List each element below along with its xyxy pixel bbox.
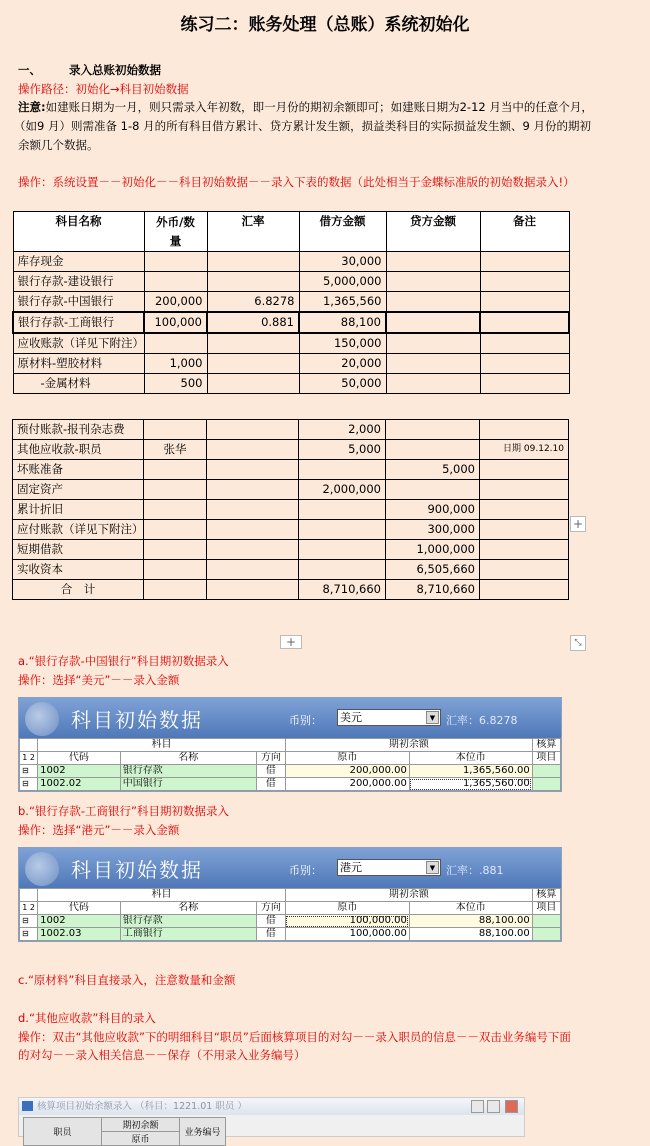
initial-data-grid bbox=[19, 738, 561, 791]
currency-label: 币别： bbox=[289, 864, 322, 877]
cell-foreign-qty bbox=[144, 420, 207, 440]
step-b-title: b.“银行存款-工商银行”科目期初数据录入 bbox=[18, 804, 230, 818]
cell-rate: 0.881 bbox=[207, 312, 299, 333]
dialog-titlebar bbox=[19, 1098, 524, 1115]
col-balance: 期初余额 bbox=[102, 1118, 180, 1132]
cell-remark bbox=[480, 292, 569, 313]
cell-subject: 预付账款-报刊杂志费 bbox=[13, 420, 144, 440]
section-number: 一、 bbox=[18, 63, 41, 77]
col-orig: 原币 bbox=[102, 1132, 180, 1146]
cell-credit: 300,000 bbox=[386, 520, 480, 540]
header-item: 项目 bbox=[532, 902, 560, 915]
cell-remark bbox=[480, 420, 569, 440]
step-d-operation-1: 操作：双击“其他应收款”下的明细科目“职员”后面核算项目的对勾－－录入职员的信息－－双击业务编号下面 bbox=[18, 1030, 571, 1044]
cell-foreign-qty bbox=[144, 500, 207, 520]
screenshot-hkd bbox=[18, 847, 562, 942]
cell-rate bbox=[207, 520, 299, 540]
cell-credit: 8,710,660 bbox=[386, 580, 480, 600]
cell-item[interactable] bbox=[532, 765, 560, 778]
cell-remark bbox=[480, 354, 569, 374]
cell-remark bbox=[480, 560, 569, 580]
cell-remark bbox=[480, 460, 569, 480]
currency-label: 币别： bbox=[289, 714, 322, 727]
exchange-rate: 汇率：6.8278 bbox=[446, 714, 518, 727]
cell-credit bbox=[386, 252, 480, 272]
cell-rate: 6.8278 bbox=[207, 292, 299, 313]
cell-direction[interactable]: 借 bbox=[256, 928, 285, 941]
header-rate: 汇率 bbox=[207, 212, 299, 252]
collapse-icon[interactable]: ⊟ bbox=[20, 765, 38, 778]
dialog-grid bbox=[23, 1117, 226, 1146]
header-subject: 科目 bbox=[38, 739, 286, 752]
cell-credit bbox=[386, 420, 480, 440]
table-row bbox=[13, 560, 569, 580]
cell-credit: 5,000 bbox=[386, 460, 480, 480]
currency-select[interactable] bbox=[337, 859, 441, 876]
cell-subject: 实收资本 bbox=[13, 560, 144, 580]
level-buttons[interactable]: 1 2 bbox=[20, 902, 38, 915]
cell-rate bbox=[207, 540, 299, 560]
cell-direction[interactable]: 借 bbox=[256, 765, 285, 778]
magnifier-icon bbox=[25, 702, 59, 736]
header-subject: 科目名称 bbox=[13, 212, 144, 252]
header-local: 本位币 bbox=[409, 902, 532, 915]
cell-foreign-qty: 100,000 bbox=[144, 312, 207, 333]
col-bizno: 业务编号 bbox=[180, 1118, 226, 1146]
cell-subject: 其他应收款-职员 bbox=[13, 440, 144, 460]
cell-debit: 50,000 bbox=[299, 374, 386, 394]
cell-subject: 应收账款（详见下附注） bbox=[13, 333, 144, 354]
cell-debit: 8,710,660 bbox=[299, 580, 386, 600]
cell-subject: 原材料-塑胶材料 bbox=[13, 354, 144, 374]
cell-credit bbox=[386, 333, 480, 354]
cell-debit: 5,000 bbox=[299, 440, 386, 460]
table-row bbox=[13, 312, 569, 333]
resize-handle[interactable]: ⤡ bbox=[570, 635, 586, 651]
cell-remark bbox=[480, 540, 569, 560]
cell-foreign-qty bbox=[144, 540, 207, 560]
table-row bbox=[13, 252, 569, 272]
header-local: 本位币 bbox=[409, 752, 532, 765]
cell-remark bbox=[480, 520, 569, 540]
grid-row bbox=[20, 915, 561, 928]
cell-foreign-qty bbox=[144, 333, 207, 354]
header-original: 原币 bbox=[285, 752, 409, 765]
step-d-title: d.“其他应收款”科目的录入 bbox=[18, 1011, 156, 1025]
dialog-title: 核算项目初始余额录入 （科目：1221.01 职员 ） bbox=[37, 1101, 247, 1112]
cell-remark bbox=[480, 312, 569, 333]
header-balance: 期初余额 bbox=[285, 889, 532, 902]
currency-value: 美元 bbox=[340, 711, 362, 724]
window-header bbox=[19, 848, 561, 888]
grid-row bbox=[20, 928, 561, 941]
cell-credit: 6,505,660 bbox=[386, 560, 480, 580]
step-a-title: a.“银行存款-中国银行”科目期初数据录入 bbox=[18, 654, 229, 668]
cell-rate bbox=[207, 460, 299, 480]
collapse-icon[interactable]: ⊟ bbox=[20, 778, 38, 791]
cell-debit: 88,100 bbox=[299, 312, 386, 333]
cell-foreign-qty: 1,000 bbox=[144, 354, 207, 374]
table-row bbox=[13, 333, 569, 354]
cell-code[interactable]: 1002.02 bbox=[38, 778, 121, 791]
header-name: 名称 bbox=[120, 752, 256, 765]
cell-rate bbox=[207, 272, 299, 292]
cell-name[interactable]: 工商银行 bbox=[120, 928, 256, 941]
cell-credit bbox=[386, 374, 480, 394]
cell-credit bbox=[386, 480, 480, 500]
cell-rate bbox=[207, 374, 299, 394]
section-heading bbox=[18, 61, 161, 79]
header-direction: 方向 bbox=[256, 752, 285, 765]
cell-subject: 合 计 bbox=[13, 580, 144, 600]
cell-item[interactable] bbox=[532, 928, 560, 941]
balance-table-part2 bbox=[12, 419, 569, 600]
header-foreign-qty-text: 外币/数量 bbox=[156, 215, 195, 248]
table-header-row bbox=[13, 212, 569, 252]
cell-remark bbox=[480, 480, 569, 500]
cell-credit bbox=[386, 354, 480, 374]
cell-subject: 短期借款 bbox=[13, 540, 144, 560]
page-title: 练习二：账务处理（总账）系统初始化 bbox=[180, 15, 470, 35]
cell-remark bbox=[480, 500, 569, 520]
header-accounting: 核算 bbox=[532, 889, 560, 902]
cell-rate bbox=[207, 333, 299, 354]
cell-rate bbox=[207, 580, 299, 600]
cell-debit bbox=[299, 540, 386, 560]
step-a-operation: 操作：选择“美元”－－录入金额 bbox=[18, 673, 180, 687]
cell-original[interactable]: 100,000.00 bbox=[285, 915, 409, 928]
dropdown-arrow-icon[interactable]: ▼ bbox=[426, 711, 439, 724]
screenshot-usd bbox=[18, 697, 562, 792]
auxiliary-balance-dialog bbox=[18, 1097, 525, 1145]
cell-foreign-qty bbox=[144, 520, 207, 540]
cell-original[interactable]: 200,000.00 bbox=[285, 778, 409, 791]
header-balance: 期初余额 bbox=[285, 739, 532, 752]
cell-code[interactable]: 1002 bbox=[38, 915, 121, 928]
header-direction: 方向 bbox=[256, 902, 285, 915]
header-item: 项目 bbox=[532, 752, 560, 765]
cell-code[interactable]: 1002 bbox=[38, 765, 121, 778]
cell-credit: 1,000,000 bbox=[386, 540, 480, 560]
cell-credit bbox=[386, 440, 480, 460]
corner-cell bbox=[20, 739, 38, 752]
cell-code[interactable]: 1002.03 bbox=[38, 928, 121, 941]
cell-subject: 银行存款-工商银行 bbox=[13, 312, 144, 333]
cell-subject: 累计折旧 bbox=[13, 500, 144, 520]
note-label: 注意: bbox=[18, 100, 46, 114]
table-row bbox=[13, 520, 569, 540]
header-name: 名称 bbox=[120, 902, 256, 915]
cell-foreign-qty: 200,000 bbox=[144, 292, 207, 313]
cell-remark: 日期 09.12.10 bbox=[480, 440, 569, 460]
cell-foreign-qty bbox=[144, 272, 207, 292]
cell-subject: 坏账准备 bbox=[13, 460, 144, 480]
table-row bbox=[13, 540, 569, 560]
cell-name[interactable]: 银行存款 bbox=[120, 765, 256, 778]
cell-debit bbox=[299, 460, 386, 480]
cell-remark bbox=[480, 374, 569, 394]
window-title: 科目初始数据 bbox=[71, 858, 203, 882]
collapse-icon[interactable]: ⊟ bbox=[20, 928, 38, 941]
cell-direction[interactable]: 借 bbox=[256, 915, 285, 928]
cell-rate bbox=[207, 480, 299, 500]
cell-rate bbox=[207, 500, 299, 520]
table-row bbox=[13, 374, 569, 394]
initial-data-grid bbox=[19, 888, 561, 941]
cell-foreign-qty bbox=[144, 480, 207, 500]
cell-foreign-qty bbox=[144, 560, 207, 580]
cell-original[interactable]: 200,000.00 bbox=[285, 765, 409, 778]
cell-subject: -金属材料 bbox=[13, 374, 144, 394]
table-row bbox=[13, 354, 569, 374]
cell-item[interactable] bbox=[532, 915, 560, 928]
header-accounting: 核算 bbox=[532, 739, 560, 752]
cell-local[interactable]: 88,100.00 bbox=[409, 928, 532, 941]
cell-credit bbox=[386, 272, 480, 292]
collapse-icon[interactable]: ⊟ bbox=[20, 915, 38, 928]
note-line-3: 余额几个数据。 bbox=[18, 138, 99, 152]
cell-remark bbox=[480, 580, 569, 600]
cell-local[interactable]: 1,365,560.00 bbox=[409, 765, 532, 778]
header-foreign-qty bbox=[144, 212, 207, 252]
header-debit: 借方金额 bbox=[299, 212, 386, 252]
header-code: 代码 bbox=[38, 902, 121, 915]
step-b-operation: 操作：选择“港元”－－录入金额 bbox=[18, 823, 180, 837]
cell-local[interactable]: 88,100.00 bbox=[409, 915, 532, 928]
grid-row bbox=[20, 778, 561, 791]
cell-debit: 2,000,000 bbox=[299, 480, 386, 500]
step-d-operation-2: 的对勾－－录入相关信息－－保存（不用录入业务编号） bbox=[18, 1048, 306, 1062]
cell-rate bbox=[207, 420, 299, 440]
header-original: 原币 bbox=[285, 902, 409, 915]
add-column-handle[interactable]: + bbox=[570, 516, 586, 532]
dropdown-arrow-icon[interactable]: ▼ bbox=[426, 861, 439, 874]
cell-remark bbox=[480, 333, 569, 354]
header-code: 代码 bbox=[38, 752, 121, 765]
cell-debit bbox=[299, 500, 386, 520]
table-row bbox=[13, 500, 569, 520]
table-row bbox=[13, 272, 569, 292]
table-row bbox=[13, 420, 569, 440]
cell-debit: 150,000 bbox=[299, 333, 386, 354]
table-row bbox=[13, 580, 569, 600]
table-row bbox=[13, 292, 569, 313]
cell-original[interactable]: 100,000.00 bbox=[285, 928, 409, 941]
cell-credit bbox=[386, 312, 480, 333]
operation-path: 操作路径：初始化→科目初始数据 bbox=[18, 82, 189, 96]
cell-foreign-qty: 张华 bbox=[144, 440, 207, 460]
cell-subject: 银行存款-建设银行 bbox=[13, 272, 144, 292]
currency-select[interactable] bbox=[337, 709, 441, 726]
cell-local[interactable]: 1,365,560.00 bbox=[409, 778, 532, 791]
window-title: 科目初始数据 bbox=[71, 708, 203, 732]
cell-foreign-qty bbox=[144, 580, 207, 600]
table-row bbox=[13, 480, 569, 500]
add-row-handle[interactable]: + bbox=[280, 635, 302, 649]
cell-subject: 银行存款-中国银行 bbox=[13, 292, 144, 313]
cell-debit: 30,000 bbox=[299, 252, 386, 272]
cell-credit bbox=[386, 292, 480, 313]
cell-debit: 5,000,000 bbox=[299, 272, 386, 292]
step-c-title: c.“原材料”科目直接录入，注意数量和金额 bbox=[18, 973, 236, 987]
header-credit: 贷方金额 bbox=[386, 212, 480, 252]
header-subject: 科目 bbox=[38, 889, 286, 902]
cell-foreign-qty bbox=[144, 460, 207, 480]
cell-rate bbox=[207, 440, 299, 460]
grid-row bbox=[20, 765, 561, 778]
section-title: 录入总账初始数据 bbox=[69, 63, 161, 77]
note-line-1 bbox=[18, 98, 593, 116]
cell-rate bbox=[207, 560, 299, 580]
cell-remark bbox=[480, 252, 569, 272]
balance-table-part1 bbox=[12, 211, 570, 394]
corner-cell bbox=[20, 889, 38, 902]
note-text: 如建账日期为一月，则只需录入年初数，即一月份的期初余额即可；如建账日期为2-12 月当中的任意个月， bbox=[45, 100, 593, 114]
operation-instruction: 操作：系统设置－－初始化－－科目初始数据－－录入下表的数据（此处相当于金蝶标准版的初始数据录入!） bbox=[18, 175, 575, 189]
cell-subject: 应付账款（详见下附注） bbox=[13, 520, 144, 540]
cell-debit bbox=[299, 560, 386, 580]
cell-remark bbox=[480, 272, 569, 292]
exchange-rate: 汇率：.881 bbox=[446, 864, 504, 877]
currency-value: 港元 bbox=[340, 861, 362, 874]
maximize-button[interactable] bbox=[487, 1100, 500, 1113]
header-remark: 备注 bbox=[480, 212, 569, 252]
note-line-2: （如9 月）则需准备 1-8 月的所有科目借方累计、贷方累计发生额，损益类科目的实际损益发生额、9 月份的期初 bbox=[14, 119, 592, 133]
cell-debit: 2,000 bbox=[299, 420, 386, 440]
col-staff: 职员 bbox=[24, 1118, 102, 1146]
cell-foreign-qty: 500 bbox=[144, 374, 207, 394]
cell-name[interactable]: 银行存款 bbox=[120, 915, 256, 928]
cell-subject: 库存现金 bbox=[13, 252, 144, 272]
window-header bbox=[19, 698, 561, 738]
table-row bbox=[13, 440, 569, 460]
cell-debit: 20,000 bbox=[299, 354, 386, 374]
cell-name[interactable]: 中国银行 bbox=[120, 778, 256, 791]
cell-rate bbox=[207, 252, 299, 272]
cell-item[interactable] bbox=[532, 778, 560, 791]
cell-subject: 固定资产 bbox=[13, 480, 144, 500]
cell-rate bbox=[207, 354, 299, 374]
cell-debit bbox=[299, 520, 386, 540]
minimize-button[interactable] bbox=[471, 1100, 484, 1113]
magnifier-icon bbox=[25, 852, 59, 886]
cell-foreign-qty bbox=[144, 252, 207, 272]
cell-debit: 1,365,560 bbox=[299, 292, 386, 313]
app-icon bbox=[22, 1101, 33, 1111]
level-buttons[interactable]: 1 2 bbox=[20, 752, 38, 765]
cell-credit: 900,000 bbox=[386, 500, 480, 520]
cell-direction[interactable]: 借 bbox=[256, 778, 285, 791]
table-row bbox=[13, 460, 569, 480]
close-button[interactable] bbox=[505, 1100, 518, 1113]
